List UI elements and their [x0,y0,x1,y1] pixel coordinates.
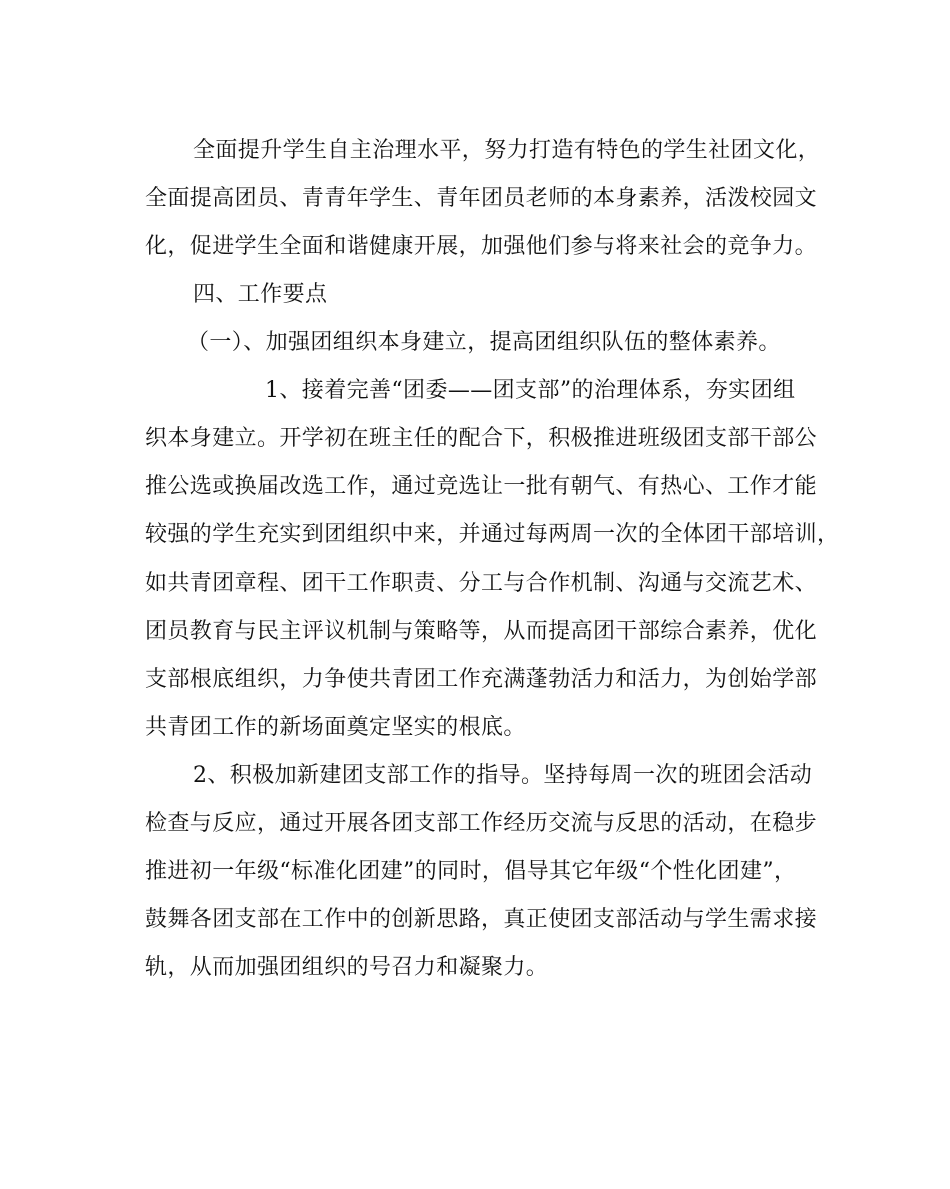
subsection-heading: （一）、加强团组织本身建立，提高团组织队伍的整体素养。 [187,330,781,355]
text-line: 鼓舞各团支部在工作中的创新思路，真正使团支部活动与学生需求接 [145,907,818,932]
text-line: 全面提高团员、青青年学生、青年团员老师的本身素养，活泼校园文 [145,186,818,211]
text-line: 检查与反应，通过开展各团支部工作经历交流与反思的活动，在稳步 [145,811,818,836]
text-line: 推进初一年级“标准化团建”的同时，倡导其它年级“个性化团建”， [145,859,797,884]
text-line: 较强的学生充实到团组织中来，并通过每两周一次的全体团干部培训， [145,522,840,547]
section-heading: 四、工作要点 [193,282,328,307]
text-line: 全面提升学生自主治理水平，努力打造有特色的学生社团文化， [193,138,821,163]
text-line: 化，促进学生全面和谐健康开展，加强他们参与将来社会的竞争力。 [145,234,818,259]
text-line: 织本身建立。开学初在班主任的配合下，积极推进班级团支部干部公 [145,426,818,451]
text-line: 轨，从而加强团组织的号召力和凝聚力。 [145,955,549,980]
text-line: 团员教育与民主评议机制与策略等，从而提高团干部综合素养，优化 [145,619,818,644]
text-line: 支部根底组织，力争使共青团工作充满蓬勃活力和活力，为创始学部 [145,667,818,692]
text-line: 共青团工作的新场面奠定坚实的根底。 [145,715,526,740]
text-line: 推公选或换届改选工作，通过竞选让一批有朝气、有热心、工作才能 [145,474,818,499]
text-line: 如共青团章程、团干工作职责、分工与合作机制、沟通与交流艺术、 [145,571,818,596]
text-line: 2、积极加新建团支部工作的指导。坚持每周一次的班团会活动 [193,763,813,788]
text-line: 1、接着完善“团委——团支部”的治理体系，夯实团组 [265,378,796,403]
